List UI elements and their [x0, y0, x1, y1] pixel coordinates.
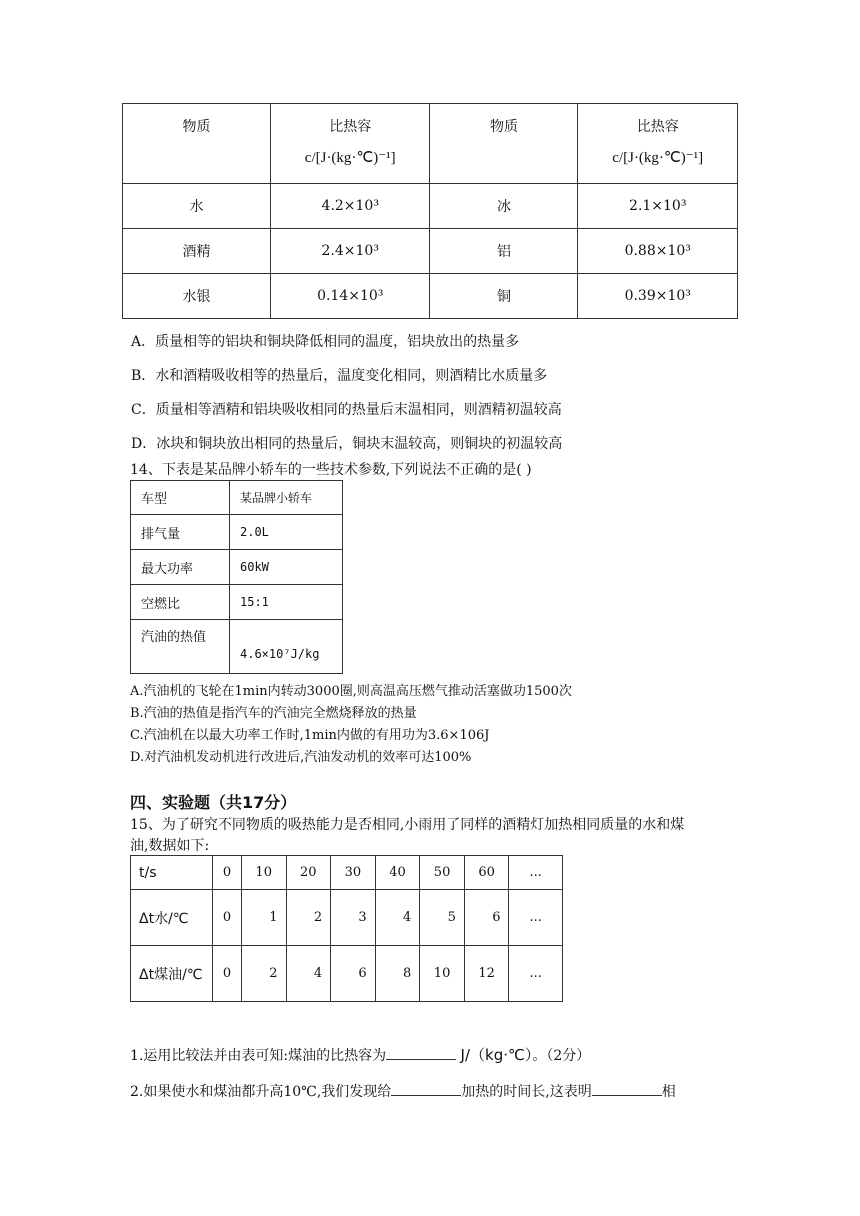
table-cell: ...: [509, 946, 563, 1002]
substance-cell: 冰: [430, 184, 578, 229]
table-cell: 1: [241, 890, 286, 946]
substance-cell: 水银: [123, 274, 271, 319]
car-spec-table: [130, 480, 343, 674]
header-substance: 物质: [123, 104, 271, 184]
q14-option-c: C.汽油机在以最大功率工作时,1min内做的有用功为3.6×106J: [130, 728, 490, 743]
table-cell: 2: [241, 946, 286, 1002]
time-row: [131, 856, 563, 890]
table-row: [131, 550, 343, 585]
table-cell: 0: [213, 890, 242, 946]
table-row: [131, 515, 343, 550]
table-cell: 20: [286, 856, 331, 890]
unit-label: J/（kg·℃）: [460, 1046, 533, 1064]
q15-part1-tail: 。（2分）: [532, 1048, 591, 1064]
q15-stem-line2: 油,数据如下:: [130, 838, 210, 854]
substance-cell: 水: [123, 184, 271, 229]
table-cell: 5: [420, 890, 465, 946]
header-heat-capacity: 比热容 c/[J·(kg·℃)⁻¹]: [578, 104, 738, 184]
spec-value: 4.6×10⁷J/kg: [230, 620, 343, 674]
q14-option-d: D.对汽油机发动机进行改进后,汽油发动机的效率可达100%: [130, 750, 472, 765]
q15-stem-line1: 15、为了研究不同物质的吸热能力是否相同,小雨用了同样的酒精灯加热相同质量的水和煤: [130, 817, 685, 833]
value-cell: 0.14×10³: [271, 274, 430, 319]
value-cell: 2.4×10³: [271, 229, 430, 274]
heating-data-table: [130, 855, 563, 1002]
q14-option-b: B.汽油的热值是指汽车的汽油完全燃烧释放的热量: [130, 706, 417, 721]
table-cell: 6: [331, 946, 376, 1002]
spec-value: 某品牌小轿车: [230, 481, 343, 515]
value-cell: 2.1×10³: [578, 184, 738, 229]
kerosene-row: [131, 946, 563, 1002]
answer-blank[interactable]: [391, 1083, 461, 1096]
table-cell: 8: [375, 946, 420, 1002]
answer-blank[interactable]: [592, 1083, 662, 1096]
table-row: [123, 274, 738, 319]
table-row: [131, 620, 343, 674]
q15-part1: [130, 1044, 590, 1065]
table-cell: 12: [464, 946, 509, 1002]
substance-cell: 铝: [430, 229, 578, 274]
spec-label: 车型: [131, 481, 230, 515]
table-cell: 10: [241, 856, 286, 890]
q14-option-a: A.汽油机的飞轮在1min内转动3000圈,则高温高压燃气推动活塞做功1500次: [130, 684, 572, 699]
spec-value: 60kW: [230, 550, 343, 585]
spec-label: 最大功率: [131, 550, 230, 585]
substance-cell: 酒精: [123, 229, 271, 274]
value-cell: 0.39×10³: [578, 274, 738, 319]
spec-label: 排气量: [131, 515, 230, 550]
table-header-row: [123, 104, 738, 184]
spec-label: 空燃比: [131, 585, 230, 620]
q13-option-d: D．冰块和铜块放出相同的热量后，铜块末温较高，则铜块的初温较高: [131, 436, 563, 452]
value-cell: 4.2×10³: [271, 184, 430, 229]
q14-stem: 14、下表是某品牌小轿车的一些技术参数,下列说法不正确的是( ): [130, 462, 532, 478]
table-cell: 40: [375, 856, 420, 890]
row-label-kerosene: Δt煤油/℃: [131, 946, 213, 1002]
table-cell: 4: [375, 890, 420, 946]
q13-option-a: A．质量相等的铝块和铜块降低相同的温度，铝块放出的热量多: [131, 334, 520, 350]
substance-cell: 铜: [430, 274, 578, 319]
table-cell: ...: [509, 890, 563, 946]
spec-label: 汽油的热值: [131, 620, 230, 674]
q15-part1-text: 1.运用比较法并由表可知:煤油的比热容为: [130, 1048, 387, 1064]
table-row: [123, 229, 738, 274]
specific-heat-table: [122, 103, 738, 319]
section-title: 四、实验题（共17分）: [130, 793, 297, 812]
value-cell: 0.88×10³: [578, 229, 738, 274]
row-label-time: t/s: [131, 856, 213, 890]
header-heat-capacity: 比热容 c/[J·(kg·℃)⁻¹]: [271, 104, 430, 184]
table-cell: 4: [286, 946, 331, 1002]
table-row: [131, 585, 343, 620]
header-substance: 物质: [430, 104, 578, 184]
q15-part2-text: 2.如果使水和煤油都升高10℃,我们发现给: [130, 1084, 392, 1100]
table-cell: 2: [286, 890, 331, 946]
table-row: [131, 481, 343, 515]
answer-blank[interactable]: [386, 1047, 456, 1060]
spec-value: 15:1: [230, 585, 343, 620]
q15-part2: [130, 1081, 676, 1101]
water-row: [131, 890, 563, 946]
table-cell: ...: [509, 856, 563, 890]
table-cell: 6: [464, 890, 509, 946]
table-row: [123, 184, 738, 229]
table-cell: 0: [213, 946, 242, 1002]
table-cell: 10: [420, 946, 465, 1002]
table-cell: 50: [420, 856, 465, 890]
table-cell: 60: [464, 856, 509, 890]
row-label-water: Δt水/℃: [131, 890, 213, 946]
q15-part2-text: 加热的时间长,这表明: [461, 1084, 592, 1100]
table-cell: 0: [213, 856, 242, 890]
table-cell: 30: [331, 856, 376, 890]
q15-part2-text: 相: [661, 1084, 676, 1100]
q13-option-b: B．水和酒精吸收相等的热量后，温度变化相同，则酒精比水质量多: [131, 368, 548, 384]
q13-option-c: C．质量相等酒精和铝块吸收相同的热量后末温相同，则酒精初温较高: [131, 402, 562, 418]
spec-value: 2.0L: [230, 515, 343, 550]
table-cell: 3: [331, 890, 376, 946]
